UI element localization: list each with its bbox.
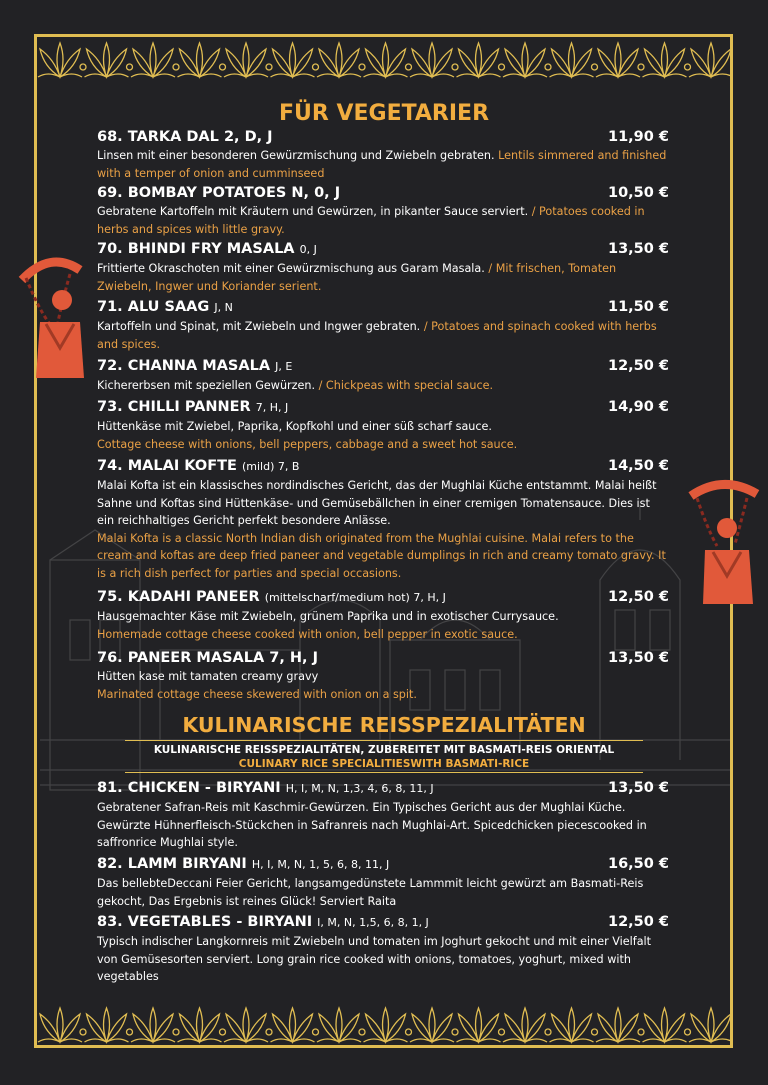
lotus-ornament-icon [364, 43, 412, 77]
item-name-text: 73. CHILLI PANNER [97, 399, 251, 415]
lotus-ornament-icon [503, 1008, 551, 1042]
item-allergens: J, E [275, 360, 293, 373]
item-name [97, 854, 669, 875]
item-price: 11,50 € [607, 299, 669, 315]
desc-german: Hüttenkäse mit Zwiebel, Paprika, Kopfkohl und einer süß scharf sauce. [97, 420, 492, 433]
desc-german: Gebratene Kartoffeln mit Kräutern und Gewürzen, in pikanter Sauce serviert. [97, 205, 529, 218]
lotus-ornament-icon [550, 1008, 598, 1042]
item-name [97, 587, 669, 608]
item-name [97, 297, 669, 318]
desc-german: Kartoffeln und Spinat, mit Zwiebeln und Ingwer gebraten. [97, 320, 421, 333]
item-name-text: 69. BOMBAY POTATOES N, 0, J [97, 185, 341, 201]
menu-item [97, 648, 669, 703]
item-description [97, 668, 669, 703]
item-description: Gebratener Safran-Reis mit Kaschmir-Gewürzen. Ein Typisches Gericht aus der Mughlai Küche. Gewürzte Hühnerfleisch-Stückchen in Safranreis nach Mughlai-Art. Spicedchicken piecescooked in saffronrice Mughlai style. [97, 801, 647, 849]
item-price: 14,50 € [607, 458, 669, 474]
divider-line [125, 772, 643, 773]
desc-english: Cottage cheese with onions, bell peppers, cabbage and a sweet hot sauce. [97, 437, 518, 451]
lotus-ornament-icon [224, 43, 272, 77]
menu-item [97, 127, 669, 182]
item-description [97, 318, 669, 353]
lotus-ornament-icon [457, 43, 505, 77]
desc-german: Hütten kase mit tamaten creamy gravy [97, 670, 319, 683]
item-name-text: 72. CHANNA MASALA [97, 358, 271, 374]
menu-item [97, 587, 669, 643]
lotus-ornament-icon [503, 43, 551, 77]
item-name [97, 397, 669, 418]
desc-english: / Potatoes and spinach cooked with herbs and spices. [97, 320, 657, 351]
item-name [97, 356, 669, 377]
item-allergens: H, I, M, N, 1,3, 4, 6, 8, 11, J [285, 782, 434, 795]
lotus-ornament-icon [271, 1008, 319, 1042]
item-name [97, 912, 669, 933]
lotus-ornament-icon [131, 1008, 179, 1042]
lotus-ornament-icon [550, 43, 598, 77]
lotus-ornament-icon [689, 1008, 730, 1042]
item-price: 11,90 € [607, 129, 669, 145]
desc-english: / Mit frischen, Tomaten Zwiebeln, Ingwer und Koriander serient. [97, 262, 617, 293]
ornament-band-bottom [37, 1002, 730, 1046]
lotus-ornament-icon [410, 1008, 458, 1042]
item-name-text: 83. VEGETABLES - BIRYANI [97, 914, 313, 930]
item-name [97, 456, 669, 477]
item-allergens: I, M, N, 1,5, 6, 8, 1, J [317, 916, 429, 929]
menu-item [97, 297, 669, 353]
item-description [97, 608, 669, 643]
item-description [97, 147, 669, 182]
item-allergens: (mild) 7, B [241, 460, 300, 473]
section-subtitle-english: CULINARY RICE SPECIALITIESWITH BASMATI-RICE [238, 758, 530, 770]
item-price: 12,50 € [607, 589, 669, 605]
menu-item [97, 183, 669, 238]
lotus-ornament-icon [457, 1008, 505, 1042]
item-name [97, 127, 669, 147]
item-name-text: 68. TARKA DAL 2, D, J [97, 129, 273, 145]
lotus-ornament-icon [317, 43, 365, 77]
desc-german: Malai Kofta ist ein klassisches nordindisches Gericht, das der Mughlai Küche entstammt. Malai heißt Sahne und Koftas sind Hüttenkäse- und Gemüsebällchen in einer cremigen Tomatensauce. Dies ist ein reichhaltiges Gericht perfekt besondere Anlässe. [97, 479, 657, 527]
section-title-vegetarian: FÜR VEGETARIER [278, 101, 490, 126]
menu-item [97, 456, 669, 582]
lotus-ornament-icon [364, 1008, 412, 1042]
item-description [97, 377, 669, 395]
item-name [97, 778, 669, 799]
lotus-ornament-icon [131, 43, 179, 77]
item-price: 14,90 € [607, 399, 669, 415]
item-description: Das bellebteDeccani Feier Gericht, langsamgedünstete Lammmit leicht gewürzt am Basmati-Reis gekocht, Das Ergebnis ist reines Glück! Serviert Raita [97, 877, 644, 908]
item-price: 12,50 € [607, 914, 669, 930]
ornament-band-top [37, 37, 730, 81]
item-name [97, 183, 669, 203]
lotus-ornament-icon [271, 43, 319, 77]
item-name-text: 74. MALAI KOFTE [97, 458, 237, 474]
lotus-ornament-icon [224, 1008, 272, 1042]
desc-german: Frittierte Okraschoten mit einer Gewürzmischung aus Garam Masala. [97, 262, 485, 275]
desc-english: Lentils simmered and finished with a temper of onion and cumminseed [97, 149, 667, 180]
section-title-rice: KULINARISCHE REISSPEZIALITÄTEN [182, 713, 586, 737]
item-price: 13,50 € [607, 780, 669, 796]
lotus-ornament-icon [178, 1008, 226, 1042]
lotus-ornament-icon [38, 1008, 86, 1042]
item-price: 13,50 € [607, 650, 669, 666]
item-allergens: H, I, M, N, 1, 5, 6, 8, 11, J [251, 858, 390, 871]
item-name [97, 239, 669, 260]
item-name-text: 81. CHICKEN - BIRYANI [97, 780, 281, 796]
lotus-ornament-icon [596, 43, 644, 77]
item-description: Typisch indischer Langkornreis mit Zwiebeln und tomaten im Joghurt gekocht und mit einer Vielfalt von Gemüsesorten serviert. Long grain rice cooked with onions, tomatoes, yoghurt, mixed with vegetables [97, 935, 652, 983]
item-description [97, 203, 669, 238]
lotus-ornament-icon [643, 43, 691, 77]
section-subtitle-german: KULINARISCHE REISSPEZIALITÄTEN, ZUBEREITET MIT BASMATI-REIS ORIENTAL [153, 744, 615, 756]
lotus-ornament-icon [596, 1008, 644, 1042]
lotus-ornament-icon [410, 43, 458, 77]
menu-item [97, 912, 669, 986]
item-price: 12,50 € [607, 358, 669, 374]
item-price: 10,50 € [607, 185, 669, 201]
lotus-ornament-icon [85, 43, 133, 77]
menu-item [97, 239, 669, 295]
item-name [97, 648, 669, 668]
item-name-text: 82. LAMM BIRYANI [97, 856, 247, 872]
menu-item [97, 356, 669, 395]
item-price: 16,50 € [607, 856, 669, 872]
desc-english: / Chickpeas with special sauce. [318, 379, 494, 392]
dancer-figure-right [683, 478, 765, 606]
desc-english: / Potatoes cooked in herbs and spices with little gravy. [97, 205, 645, 236]
desc-english: Malai Kofta is a classic North Indian dish originated from the Mughlai cuisine. Malai refers to the cream and koftas are deep fried paneer and vegetable dumplings in rich and creamy tomato gravy. It is a rich dish perfect for parties and special occasions. [97, 531, 666, 580]
desc-german: Kichererbsen mit speziellen Gewürzen. [97, 379, 316, 392]
item-name-text: 75. KADAHI PANEER [97, 589, 260, 605]
item-description [97, 477, 669, 582]
item-allergens: (mittelscharf/medium hot) 7, H, J [264, 591, 446, 604]
item-allergens: 7, H, J [255, 401, 289, 414]
item-description [97, 418, 669, 453]
desc-german: Linsen mit einer besonderen Gewürzmischung und Zwiebeln gebraten. [97, 149, 495, 162]
item-price: 13,50 € [607, 241, 669, 257]
lotus-ornament-icon [38, 43, 86, 77]
item-allergens: J, N [214, 301, 233, 314]
lotus-ornament-icon [689, 43, 730, 77]
menu-item [97, 778, 669, 852]
dancer-figure-left [10, 252, 90, 380]
item-name-text: 76. PANEER MASALA 7, H, J [97, 650, 318, 666]
item-description [97, 260, 669, 295]
lotus-ornament-icon [317, 1008, 365, 1042]
divider-line [125, 740, 643, 741]
item-name-text: 70. BHINDI FRY MASALA [97, 241, 295, 257]
menu-item [97, 854, 669, 910]
item-name-text: 71. ALU SAAG [97, 299, 210, 315]
item-allergens: 0, J [299, 243, 317, 256]
menu-item [97, 397, 669, 453]
lotus-ornament-icon [178, 43, 226, 77]
lotus-ornament-icon [85, 1008, 133, 1042]
desc-english: Marinated cottage cheese skewered with onion on a spit. [97, 687, 417, 701]
desc-english: Homemade cottage cheese cooked with onion, bell pepper in exotic sauce. [97, 627, 518, 641]
lotus-ornament-icon [643, 1008, 691, 1042]
desc-german: Hausgemachter Käse mit Zwiebeln, grünem Paprika und in exotischer Currysauce. [97, 610, 559, 623]
